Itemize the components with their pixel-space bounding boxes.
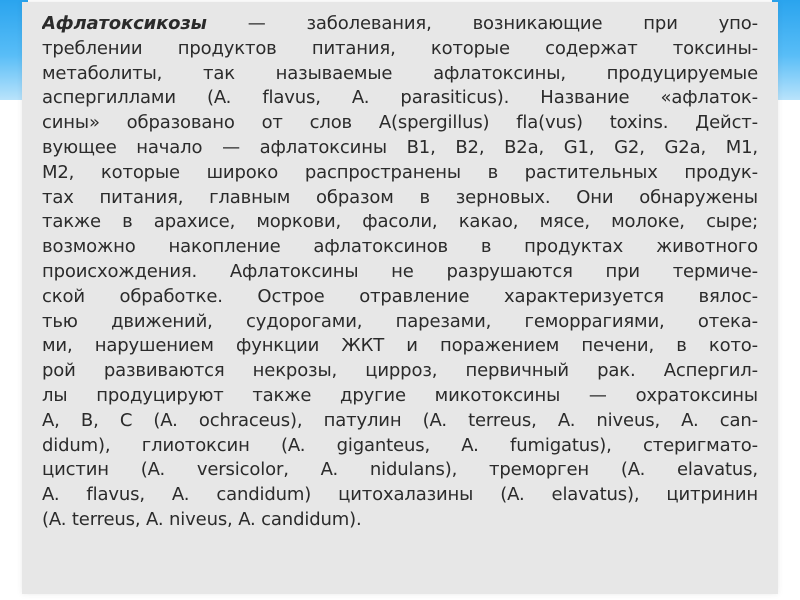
paragraph (42, 12, 758, 533)
text-line-2: треблении продуктов питания, которые содержат токсины- (42, 37, 758, 59)
text-line-8: тах питания, главным образом в зерновых. Они обнаружены (42, 186, 758, 208)
text-line-15: рой развиваются некрозы, цирроз, первичный рак. Аспергил- (42, 360, 758, 382)
text-line-12: ской обработке. Острое отравление характеризуется вялос- (42, 285, 758, 307)
text-line-19: цистин (A. versicolor, A. nidulans), треморген (A. elavatus, (42, 459, 758, 481)
text-line-21: (A. terreus, A. niveus, A. candidum). (42, 508, 362, 530)
text-line-5: сины» образовано от слов A(spergillus) fla(vus) toxins. Дейст- (42, 112, 758, 134)
text-line-20: A. flavus, A. candidum) цитохалазины (A. elavatus), цитринин (42, 484, 758, 506)
text-line-1 (42, 12, 758, 37)
term-heading: Афлатоксикозы (42, 13, 207, 34)
text-line-7: M2, которые широко распространены в растительных продук- (42, 161, 758, 183)
text-line-13: тью движений, судорогами, парезами, геморрагиями, отека- (42, 310, 758, 332)
text-line-11: происхождения. Афлатоксины не разрушаются при термиче- (42, 260, 758, 282)
text-line-4: аспергиллами (A. flavus, A. parasiticus). Название «афлаток- (42, 87, 758, 109)
text-line-6: вующее начало — афлатоксины В1, В2, В2а, G1, G2, G2a, M1, (42, 136, 758, 158)
text-line-18: didum), глиотоксин (A. giganteus, A. fumigatus), стеригмато- (42, 434, 758, 456)
text-line-9: также в арахисе, моркови, фасоли, какао, мясе, молоке, сыре; (42, 211, 758, 233)
text-line-16: лы продуцируют также другие микотоксины — охратоксины (42, 384, 758, 406)
text-line-14: ми, нарушением функции ЖКТ и поражением печени, в кото- (42, 335, 758, 357)
text-line-1-rest: — заболевания, возникающие при упо- (206, 13, 758, 34)
text-line-10: возможно накопление афлатоксинов в продуктах животного (42, 236, 758, 258)
text-line-17: A, B, C (A. ochraceus), патулин (A. terreus, A. niveus, A. can- (42, 409, 758, 431)
text-line-3: метаболиты, так называемые афлатоксины, продуцируемые (42, 62, 758, 84)
scanned-text-page (22, 2, 778, 594)
